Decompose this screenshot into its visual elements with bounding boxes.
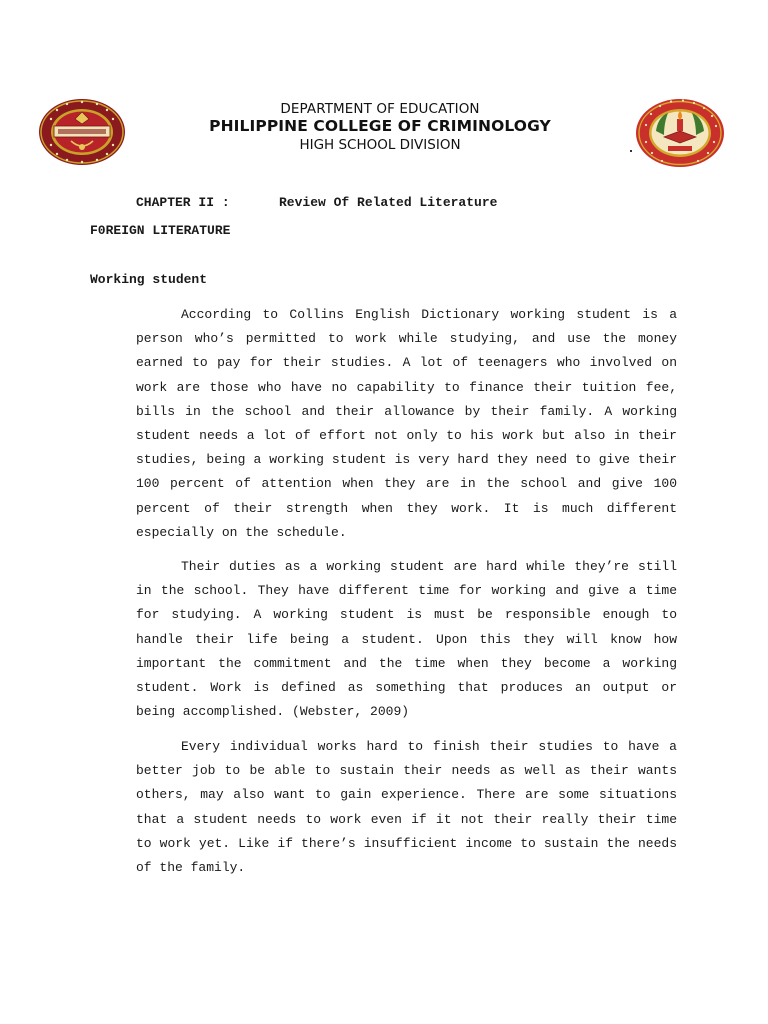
department-name: DEPARTMENT OF EDUCATION (280, 101, 480, 117)
subheading: F0REIGN LITERATURE (90, 223, 231, 238)
chapter-label: CHAPTER II : (136, 195, 230, 210)
stray-mark (630, 150, 632, 152)
division-name: HIGH SCHOOL DIVISION (299, 137, 461, 153)
chapter-title: Review Of Related Literature (279, 195, 498, 210)
body-paragraph-3: Every individual works hard to finish their studies to have a better job to be able to sustain their needs as well as their wants others, may also want to gain experience. There are some situations that a student needs to work even if it not their really their time to work yet. Like if there’s insufficient income to sustain the needs of the family. (136, 739, 677, 876)
body-paragraph-2: Their duties as a working student are hard while they’re still in the school. They have different time for working and give a time for studying. A working student is must be responsible enough to handle their life being a student. Upon this they will know how important the commitment and the time when they become a working student. Work is defined as something that produces an output or being accomplished. (Webster, 2009) (136, 559, 677, 720)
body-paragraph-1: According to Collins English Dictionary working student is a person who’s permitted to work while studying, and use the money earned to pay for their studies. A lot of teenagers who involved on work are those who have no capability to finance their tuition fee, bills in the school and their allowance by their family. A working student needs a lot of effort not only to his work but also in their studies, being a working student is very hard they need to give their 100 percent of attention when they are in the school and give 100 percent of their strength when they work. It is much different especially on the schedule. (136, 307, 677, 540)
college-name: PHILIPPINE COLLEGE OF CRIMINOLOGY (209, 117, 551, 135)
section-title: Working student (90, 272, 208, 287)
college-seal-right-logo (634, 97, 726, 169)
letterhead (0, 0, 768, 170)
college-seal-left-logo (37, 97, 127, 167)
